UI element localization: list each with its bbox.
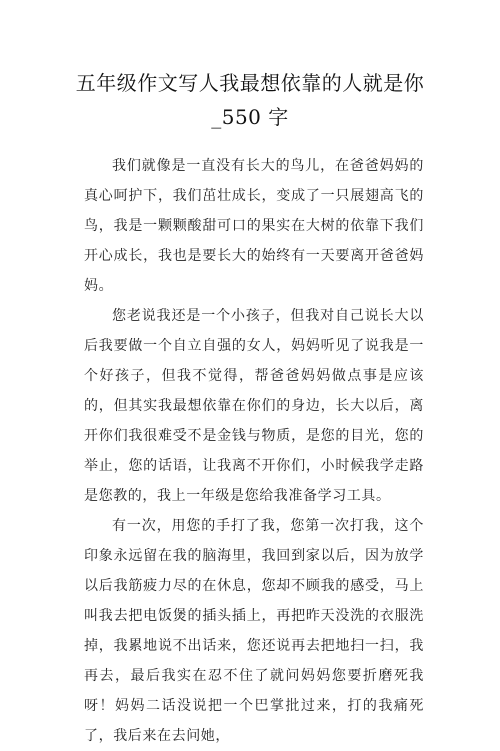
paragraph-2: 您老说我还是一个小孩子，但我对自己说长大以后我要做一个自立自强的女人，妈妈听见了说我是一个好孩子，但我不觉得，帮爸爸妈妈做点事是应该的，但其实我最想依靠在你们的身边，长大以后，离开你们我很难受不是金钱与物质，是您的目光，您的举止，您的话语，让我离不开你们，小时候我学走路是您教的，我上一年级是您给我准备学习工具。 [84,308,424,504]
paragraph-1: 我们就像是一直没有长大的鸟儿，在爸爸妈妈的真心呵护下，我们茁壮成长，变成了一只展翅高飞的鸟，我是一颗颗酸甜可口的果实在大树的依靠下我们开心成长，我也是要长大的始终有一天要离开爸爸妈妈。 [84,158,424,294]
document-body [84,151,424,751]
paragraph-3: 有一次，用您的手打了我，您第一次打我，这个印象永远留在我的脑海里，我回到家以后，因为放学以后我筋疲力尽的在休息，您却不顾我的感受，马上叫我去把电饭煲的插头插上，再把昨天没洗的衣服洗掉，我累地说不出话来，您还说再去把地扫一扫，我再去，最后我实在忍不住了就问妈妈您要折磨死我呀！妈妈二话没说把一个巴掌批过来，打的我痛死了，我后来在去问她， [84,518,424,744]
document-title: 五年级作文写人我最想依靠的人就是你_550 字 [75,71,425,129]
